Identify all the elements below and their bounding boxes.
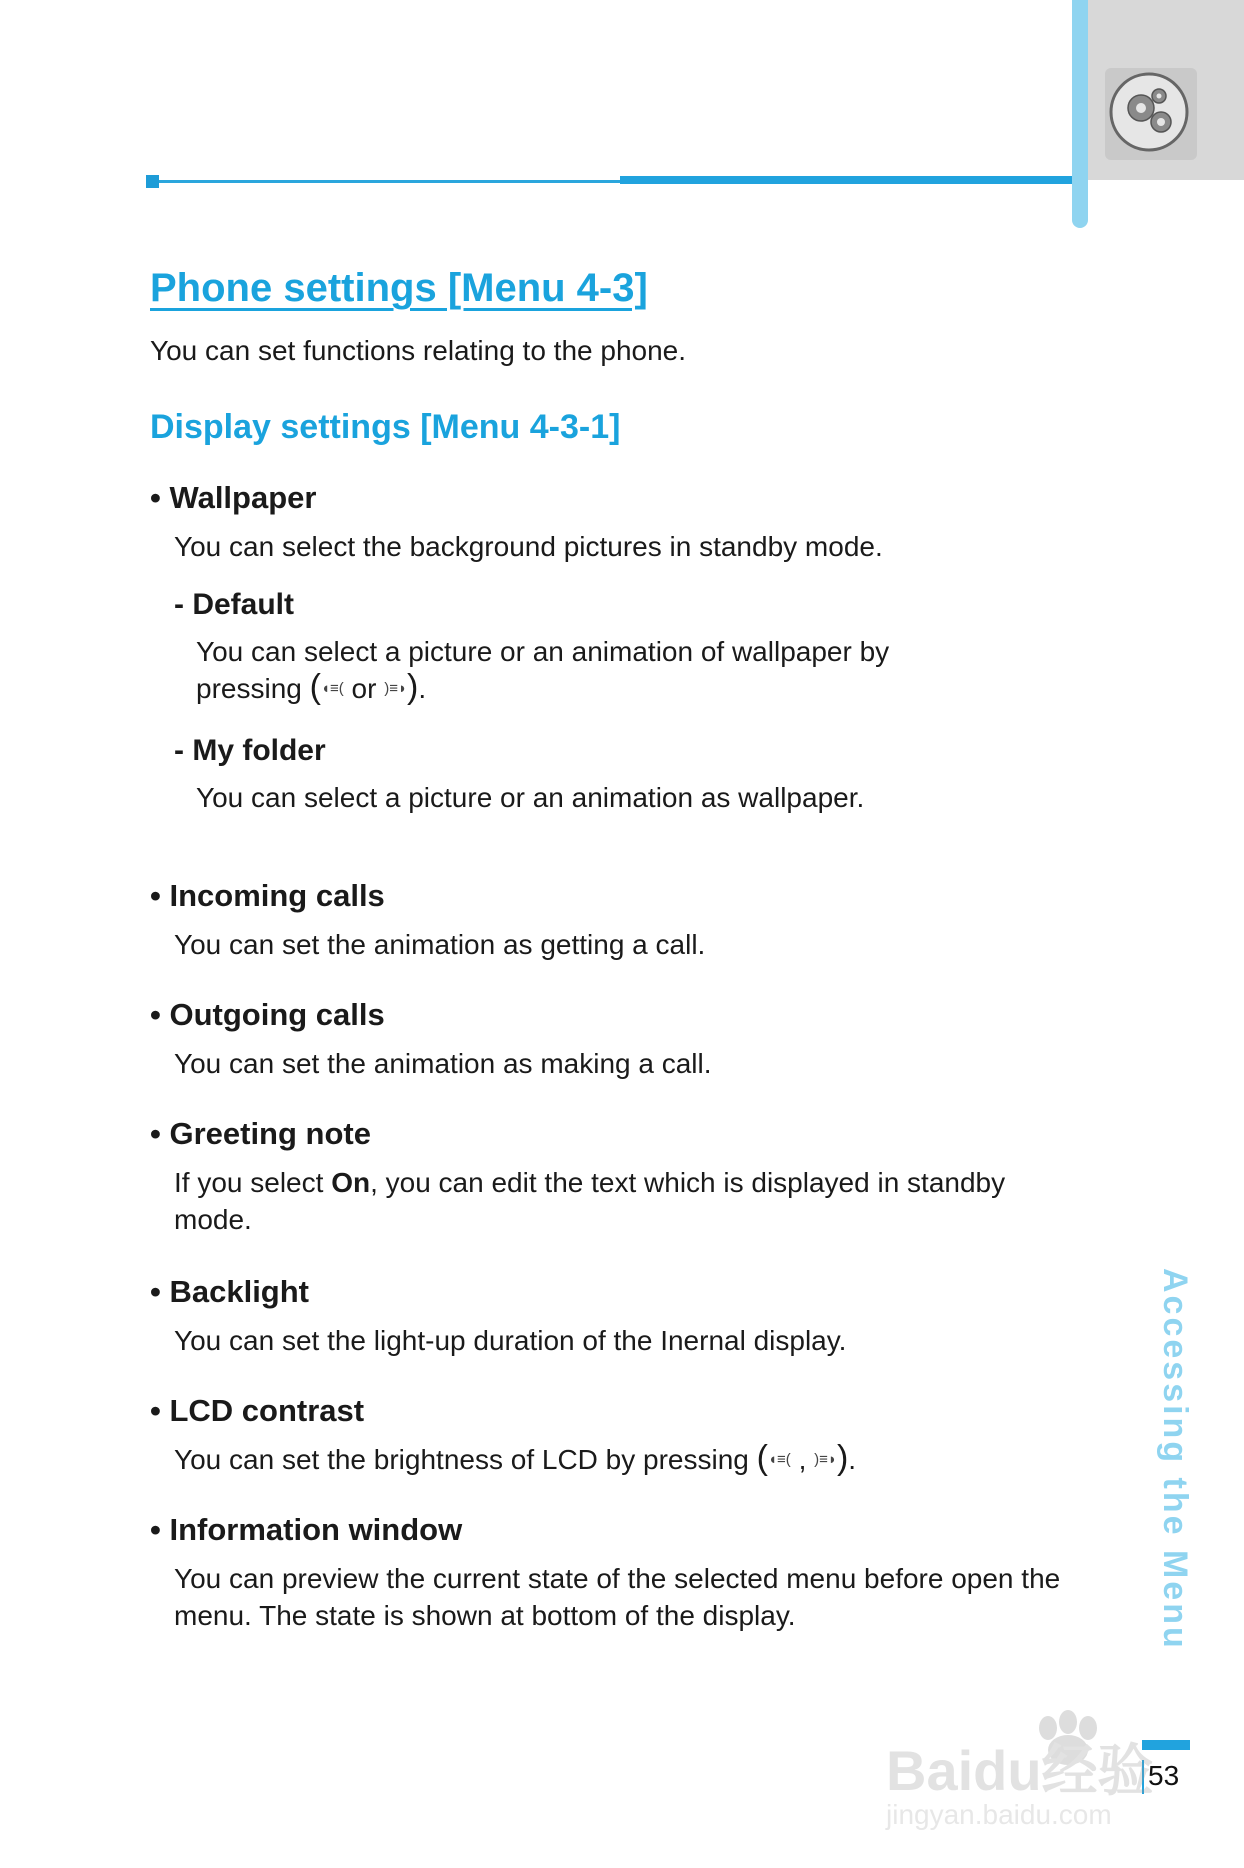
lcd-separator: ,	[798, 1444, 807, 1475]
paren-close: )	[836, 1439, 849, 1478]
header-vertical-bar	[1072, 0, 1088, 228]
default-text	[196, 633, 1070, 709]
greeting-note-text	[174, 1164, 1014, 1238]
paren-open: (	[309, 668, 321, 707]
backlight-text: You can set the light-up duration of the Inernal display.	[174, 1325, 847, 1356]
default-text-pressing: pressing	[196, 673, 302, 704]
watermark-url: jingyan.baidu.com	[886, 1799, 1112, 1830]
information-window-section	[150, 1510, 1070, 1634]
incoming-calls-heading: • Incoming calls	[150, 878, 385, 913]
lcd-text-end: .	[848, 1444, 857, 1475]
left-navigation-key-icon: ◖≡(	[767, 1451, 791, 1469]
default-subsection	[174, 585, 1070, 709]
wallpaper-text: You can select the background pictures in standby mode.	[174, 531, 883, 562]
intro-text: You can set functions relating to the phone.	[150, 335, 687, 366]
outgoing-calls-section	[150, 995, 1070, 1082]
page-title: Phone settings [Menu 4-3]	[150, 266, 648, 310]
page-number: 53	[1148, 1760, 1180, 1791]
lcd-text: You can set the brightness of LCD by pressing	[174, 1444, 749, 1475]
incoming-calls-section	[150, 876, 1070, 963]
greeting-text-before: If you select	[174, 1167, 324, 1198]
paren-open: (	[756, 1439, 768, 1478]
backlight-heading: • Backlight	[150, 1274, 309, 1309]
settings-gears-icon	[1103, 66, 1199, 162]
lcd-contrast-heading: • LCD contrast	[150, 1393, 365, 1428]
baidu-watermark	[880, 1700, 1210, 1830]
default-heading: - Default	[174, 588, 294, 621]
my-folder-heading: - My folder	[174, 734, 326, 768]
incoming-calls-text: You can set the animation as getting a call.	[174, 929, 706, 960]
section-title: Display settings [Menu 4-3-1]	[150, 408, 621, 446]
outgoing-calls-heading: • Outgoing calls	[150, 997, 385, 1032]
watermark-brand: Baidu经验	[886, 1739, 1154, 1802]
header-rule-thin	[148, 180, 622, 183]
header-rule-thick	[620, 176, 1072, 184]
greeting-note-heading: • Greeting note	[150, 1116, 371, 1151]
right-navigation-key-icon: )≡◗	[814, 1451, 837, 1469]
information-window-heading: • Information window	[150, 1512, 463, 1547]
lcd-contrast-text	[174, 1441, 1070, 1480]
default-text-line1: You can select a picture or an animation of wallpaper by	[196, 636, 890, 667]
greeting-text-after: , you can edit the text which is displayed in standby mode.	[174, 1167, 1006, 1235]
outgoing-calls-text: You can set the animation as making a call.	[174, 1048, 712, 1079]
lcd-contrast-section	[150, 1391, 1070, 1480]
greeting-text-on: On	[331, 1167, 371, 1198]
default-text-end: .	[418, 673, 427, 704]
side-chapter-label: Accessing the Menu	[1156, 1268, 1194, 1651]
backlight-section	[150, 1272, 1070, 1359]
header-rule-dot	[146, 175, 159, 188]
right-navigation-key-icon: )≡◗	[384, 680, 408, 698]
wallpaper-heading: • Wallpaper	[150, 480, 317, 515]
wallpaper-section	[150, 478, 1070, 816]
paren-close: )	[407, 668, 419, 707]
left-navigation-key-icon: ◖≡(	[320, 680, 344, 698]
information-window-text: You can preview the current state of the selected menu before open the menu. The state is shown at bottom of the display.	[174, 1563, 1061, 1631]
my-folder-subsection	[174, 731, 1070, 816]
default-text-or: or	[351, 673, 377, 704]
greeting-note-section	[150, 1114, 1070, 1238]
my-folder-text: You can select a picture or an animation as wallpaper.	[196, 782, 865, 814]
